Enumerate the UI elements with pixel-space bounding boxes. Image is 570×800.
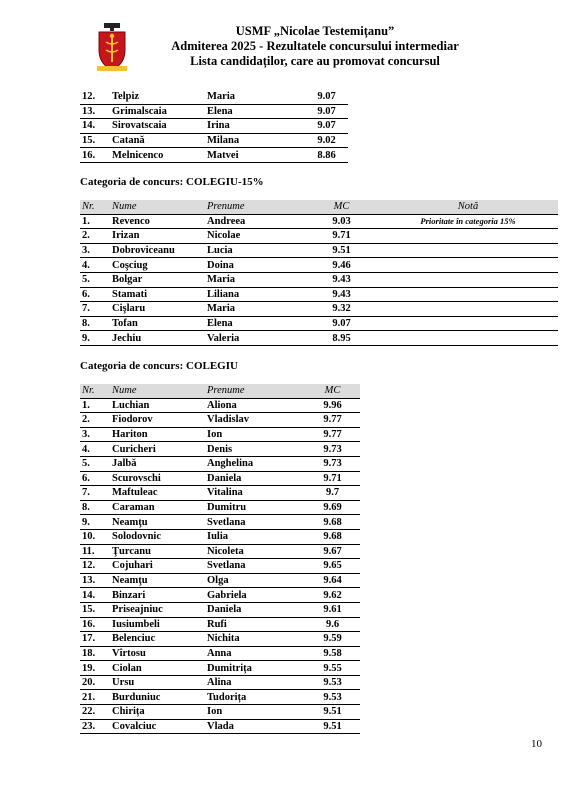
header-titles [150,24,480,69]
table-row [80,133,348,148]
column-header-nota: Notă [378,200,558,214]
cell-nr: 7. [80,302,110,317]
cell-nume: Irizan [110,229,205,244]
document-subtitle: Lista candidaților, care au promovat concursul [190,54,440,68]
cell-nume: Dobroviceanu [110,243,205,258]
cell-mc: 9.43 [305,287,378,302]
table-row [80,119,348,134]
table-row [80,90,348,104]
cell-prenume: Anghelina [205,456,305,471]
cell-mc: 9.71 [305,471,360,486]
table-row [80,287,558,302]
cell-nr: 13. [80,573,110,588]
cell-nume: Maftuleac [110,486,205,501]
cell-nr: 12. [80,559,110,574]
cell-nr: 4. [80,258,110,273]
table-row [80,302,558,317]
table-row [80,602,360,617]
cell-nume: Solodovnic [110,529,205,544]
cell-nume: Fiodorov [110,413,205,428]
table-row [80,500,360,515]
cell-nr: 2. [80,229,110,244]
cell-mc: 9.68 [305,529,360,544]
cell-mc: 9.6 [305,617,360,632]
cell-mc: 9.68 [305,515,360,530]
cell-prenume: Ion [205,705,305,720]
cell-nr: 1. [80,214,110,229]
table-row [80,705,360,720]
cell-nr: 7. [80,486,110,501]
column-header-nume: Nume [110,384,205,398]
table-row [80,719,360,734]
table-row [80,646,360,661]
candidates-table-colegiu-15 [80,200,558,346]
cell-prenume: Svetlana [205,515,305,530]
cell-nume: Neamţu [110,573,205,588]
cell-nume: Hariton [110,427,205,442]
cell-nume: Catană [110,133,205,148]
cell-nr: 3. [80,243,110,258]
table-row [80,559,360,574]
candidates-table-continued [80,90,348,163]
cell-nr: 14. [80,588,110,603]
cell-prenume: Liliana [205,287,305,302]
cell-nume: Melnicenco [110,148,205,163]
cell-mc: 9.32 [305,302,378,317]
cell-prenume: Nicolae [205,229,305,244]
table-row [80,398,360,413]
page-number: 10 [531,738,542,750]
cell-mc: 9.77 [305,413,360,428]
cell-prenume: Rufi [205,617,305,632]
column-header-prenume: Prenume [205,200,305,214]
cell-mc: 9.59 [305,632,360,647]
cell-nr: 16. [80,617,110,632]
column-header-mc: MC [305,384,360,398]
cell-prenume: Vitalina [205,486,305,501]
table-row [80,573,360,588]
cell-nume: Luchian [110,398,205,413]
cell-mc: 9.46 [305,258,378,273]
cell-nr: 12. [80,90,110,104]
cell-prenume: Vlada [205,719,305,734]
cell-prenume: Daniela [205,602,305,617]
cell-nr: 14. [80,119,110,134]
column-header-nr: Nr. [80,200,110,214]
cell-nota [378,229,558,244]
cell-prenume: Daniela [205,471,305,486]
cell-mc: 9.61 [305,602,360,617]
cell-nume: Burduniuc [110,690,205,705]
cell-prenume: Gabriela [205,588,305,603]
cell-prenume: Dumitru [205,500,305,515]
cell-nume: Sirovatscaia [110,119,205,134]
cell-mc: 9.07 [305,119,348,134]
cell-nume: Belenciuc [110,632,205,647]
cell-mc: 9.03 [305,214,378,229]
cell-nr: 15. [80,133,110,148]
table-row [80,148,348,163]
cell-nr: 8. [80,500,110,515]
cell-mc: 9.53 [305,690,360,705]
cell-mc: 9.73 [305,456,360,471]
category-title-colegiu-15: Categoria de concurs: COLEGIU-15% [80,176,264,188]
cell-nume: Grimalscaia [110,104,205,119]
cell-mc: 9.71 [305,229,378,244]
cell-prenume: Alina [205,675,305,690]
cell-nr: 10. [80,529,110,544]
cell-nr: 5. [80,456,110,471]
cell-mc: 8.86 [305,148,348,163]
cell-nume: Ursu [110,675,205,690]
cell-nume: Ciolan [110,661,205,676]
cell-nume: Ţurcanu [110,544,205,559]
cell-nume: Priseajniuc [110,602,205,617]
cell-prenume: Matvei [205,148,305,163]
table-row [80,316,558,331]
cell-nota [378,331,558,346]
cell-prenume: Ion [205,427,305,442]
cell-mc: 9.07 [305,104,348,119]
table-row [80,690,360,705]
cell-mc: 8.95 [305,331,378,346]
cell-mc: 9.73 [305,442,360,457]
cell-nume: Vîrtosu [110,646,205,661]
cell-nr: 13. [80,104,110,119]
table-row [80,588,360,603]
cell-nume: Binzari [110,588,205,603]
cell-nr: 6. [80,471,110,486]
column-header-prenume: Prenume [205,384,305,398]
cell-mc: 9.69 [305,500,360,515]
table-row [80,229,558,244]
cell-nr: 2. [80,413,110,428]
cell-mc: 9.51 [305,705,360,720]
cell-nume: Iusiumbeli [110,617,205,632]
cell-nume: Cişlaru [110,302,205,317]
cell-nota [378,302,558,317]
cell-prenume: Vladislav [205,413,305,428]
cell-nr: 3. [80,427,110,442]
cell-nr: 9. [80,331,110,346]
cell-mc: 9.55 [305,661,360,676]
cell-nume: Scurovschi [110,471,205,486]
cell-nr: 1. [80,398,110,413]
table-header-row [80,384,360,398]
cell-nume: Neamţu [110,515,205,530]
table-row [80,427,360,442]
cell-nume: Jalbă [110,456,205,471]
university-name: USMF „Nicolae Testemițanu” [235,24,395,38]
cell-nr: 9. [80,515,110,530]
cell-prenume: Nicoleta [205,544,305,559]
cell-nume: Coşciug [110,258,205,273]
table-row [80,471,360,486]
table-row [80,661,360,676]
cell-prenume: Lucia [205,243,305,258]
cell-nume: Telpiz [110,90,205,104]
table-row [80,544,360,559]
cell-prenume: Denis [205,442,305,457]
cell-mc: 9.67 [305,544,360,559]
cell-mc: 9.51 [305,243,378,258]
table-row [80,331,558,346]
cell-prenume: Iulia [205,529,305,544]
cell-nr: 20. [80,675,110,690]
cell-nr: 16. [80,148,110,163]
cell-nr: 8. [80,316,110,331]
cell-prenume: Andreea [205,214,305,229]
cell-mc: 9.64 [305,573,360,588]
cell-prenume: Elena [205,316,305,331]
table-row [80,413,360,428]
table-row [80,214,558,229]
cell-prenume: Elena [205,104,305,119]
cell-mc: 9.02 [305,133,348,148]
column-header-nr: Nr. [80,384,110,398]
table-row [80,515,360,530]
cell-nota [378,243,558,258]
cell-mc: 9.62 [305,588,360,603]
cell-nr: 17. [80,632,110,647]
cell-nr: 6. [80,287,110,302]
cell-nume: Revenco [110,214,205,229]
cell-prenume: Milana [205,133,305,148]
cell-nume: Stamati [110,287,205,302]
cell-nr: 19. [80,661,110,676]
cell-nr: 4. [80,442,110,457]
cell-nr: 5. [80,272,110,287]
cell-prenume: Valeria [205,331,305,346]
cell-nr: 15. [80,602,110,617]
cell-mc: 9.53 [305,675,360,690]
cell-nume: Curicheri [110,442,205,457]
cell-mc: 9.77 [305,427,360,442]
cell-nume: Caraman [110,500,205,515]
cell-nr: 11. [80,544,110,559]
table-row [80,258,558,273]
cell-mc: 9.07 [305,90,348,104]
category-title-colegiu: Categoria de concurs: COLEGIU [80,360,238,372]
table-row [80,442,360,457]
cell-nota [378,258,558,273]
cell-mc: 9.7 [305,486,360,501]
column-header-mc: MC [305,200,378,214]
cell-mc: 9.58 [305,646,360,661]
cell-nume: Covalciuc [110,719,205,734]
cell-nr: 18. [80,646,110,661]
cell-nota [378,272,558,287]
cell-prenume: Olga [205,573,305,588]
cell-nr: 23. [80,719,110,734]
table-row [80,272,558,287]
table-row [80,675,360,690]
cell-prenume: Dumitrița [205,661,305,676]
table-row [80,486,360,501]
cell-prenume: Maria [205,302,305,317]
cell-mc: 9.43 [305,272,378,287]
table-row [80,104,348,119]
cell-prenume: Aliona [205,398,305,413]
cell-mc: 9.65 [305,559,360,574]
cell-nume: Chirița [110,705,205,720]
cell-nume: Cojuhari [110,559,205,574]
page-header [0,22,570,82]
cell-prenume: Nichita [205,632,305,647]
cell-mc: 9.51 [305,719,360,734]
cell-nume: Tofan [110,316,205,331]
table-row [80,529,360,544]
cell-prenume: Anna [205,646,305,661]
candidates-table-colegiu [80,384,360,734]
cell-nota [378,316,558,331]
document-title: Admiterea 2025 - Rezultatele concursului intermediar [171,39,459,53]
cell-prenume: Maria [205,272,305,287]
cell-mc: 9.07 [305,316,378,331]
cell-nume: Bolgar [110,272,205,287]
column-header-nume: Nume [110,200,205,214]
cell-prenume: Irina [205,119,305,134]
cell-prenume: Svetlana [205,559,305,574]
cell-nr: 22. [80,705,110,720]
cell-mc: 9.96 [305,398,360,413]
university-crest-icon [95,22,129,72]
table-row [80,243,558,258]
cell-nr: 21. [80,690,110,705]
table-row [80,632,360,647]
table-row [80,617,360,632]
table-header-row [80,200,558,214]
cell-nume: Jechiu [110,331,205,346]
cell-nota: Prioritate în categoria 15% [378,214,558,229]
cell-prenume: Tudorița [205,690,305,705]
cell-nota [378,287,558,302]
cell-prenume: Doina [205,258,305,273]
table-row [80,456,360,471]
cell-prenume: Maria [205,90,305,104]
